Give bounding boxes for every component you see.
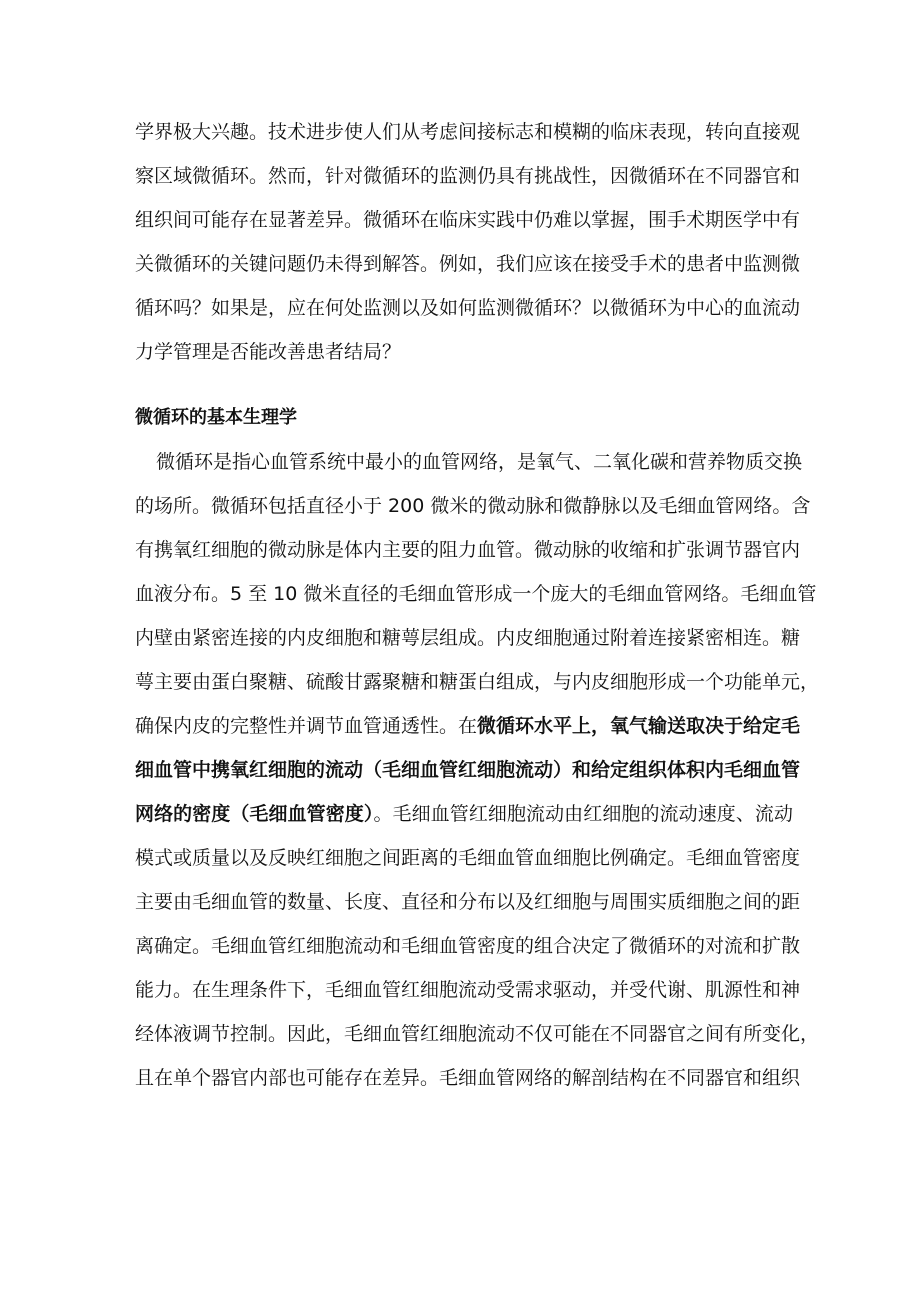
- text-line: 且在单个器官内部也可能存在差异。毛细血管网络的解剖结构在不同器官和组织: [135, 1067, 801, 1089]
- text-line: 内壁由紧密连接的内皮细胞和糖萼层组成。内皮细胞通过附着连接紧密相连。糖: [135, 627, 801, 649]
- document-page: [135, 110, 820, 1100]
- text-line: [135, 704, 801, 748]
- bold-text-run: 微循环水平上，氧气输送取决于给定毛: [477, 715, 801, 737]
- text-line: 的场所。微循环包括直径小于 200 微米的微动脉和微静脉以及毛细血管网络。含: [135, 495, 811, 517]
- text-line: 微循环是指心血管系统中最小的血管网络，是氧气、二氧化碳和营养物质交换: [156, 451, 803, 473]
- text-line: 力学管理是否能改善患者结局？: [135, 341, 402, 363]
- text-line: 模式或质量以及反映红细胞之间距离的毛细血管血细胞比例确定。毛细血管密度: [135, 847, 801, 869]
- paragraph-intro: [135, 110, 801, 374]
- text-line: 血液分布。5 至 10 微米直径的毛细血管形成一个庞大的毛细血管网络。毛细血管: [135, 583, 817, 605]
- text-line: 循环吗？如果是，应在何处监测以及如何监测微循环？以微循环为中心的血流动: [135, 297, 801, 319]
- text-line: 察区域微循环。然而，针对微循环的监测仍具有挑战性，因微循环在不同器官和: [135, 165, 801, 187]
- text-line: [135, 792, 793, 836]
- paragraph-physiology: [135, 440, 820, 1100]
- text-run: 确保内皮的完整性并调节血管通透性。在: [135, 715, 478, 737]
- text-line: 学界极大兴趣。技术进步使人们从考虑间接标志和模糊的临床表现，转向直接观: [135, 121, 801, 143]
- text-line: 经体液调节控制。因此，毛细血管红细胞流动不仅可能在不同器官之间有所变化，: [135, 1023, 820, 1045]
- text-line: 萼主要由蛋白聚糖、硫酸甘露聚糖和糖蛋白组成，与内皮细胞形成一个功能单元，: [135, 671, 820, 693]
- bold-text-run: 网络的密度（毛细血管密度）: [135, 803, 374, 825]
- text-line: 关微循环的关键问题仍未得到解答。例如，我们应该在接受手术的患者中监测微: [135, 253, 801, 275]
- section-heading: 微循环的基本生理学: [135, 407, 297, 428]
- text-line: 组织间可能存在显著差异。微循环在临床实践中仍难以掌握，围手术期医学中有: [135, 209, 801, 231]
- text-line: 能力。在生理条件下，毛细血管红细胞流动受需求驱动，并受代谢、肌源性和神: [135, 979, 801, 1001]
- bold-text-line: 细血管中携氧红细胞的流动（毛细血管红细胞流动）和给定组织体积内毛细血管: [135, 759, 801, 781]
- text-line: 有携氧红细胞的微动脉是体内主要的阻力血管。微动脉的收缩和扩张调节器官内: [135, 539, 801, 561]
- text-line: 离确定。毛细血管红细胞流动和毛细血管密度的组合决定了微循环的对流和扩散: [135, 935, 801, 957]
- text-run: 。毛细血管红细胞流动由红细胞的流动速度、流动: [373, 803, 793, 825]
- text-line: 主要由毛细血管的数量、长度、直径和分布以及红细胞与周围实质细胞之间的距: [135, 891, 801, 913]
